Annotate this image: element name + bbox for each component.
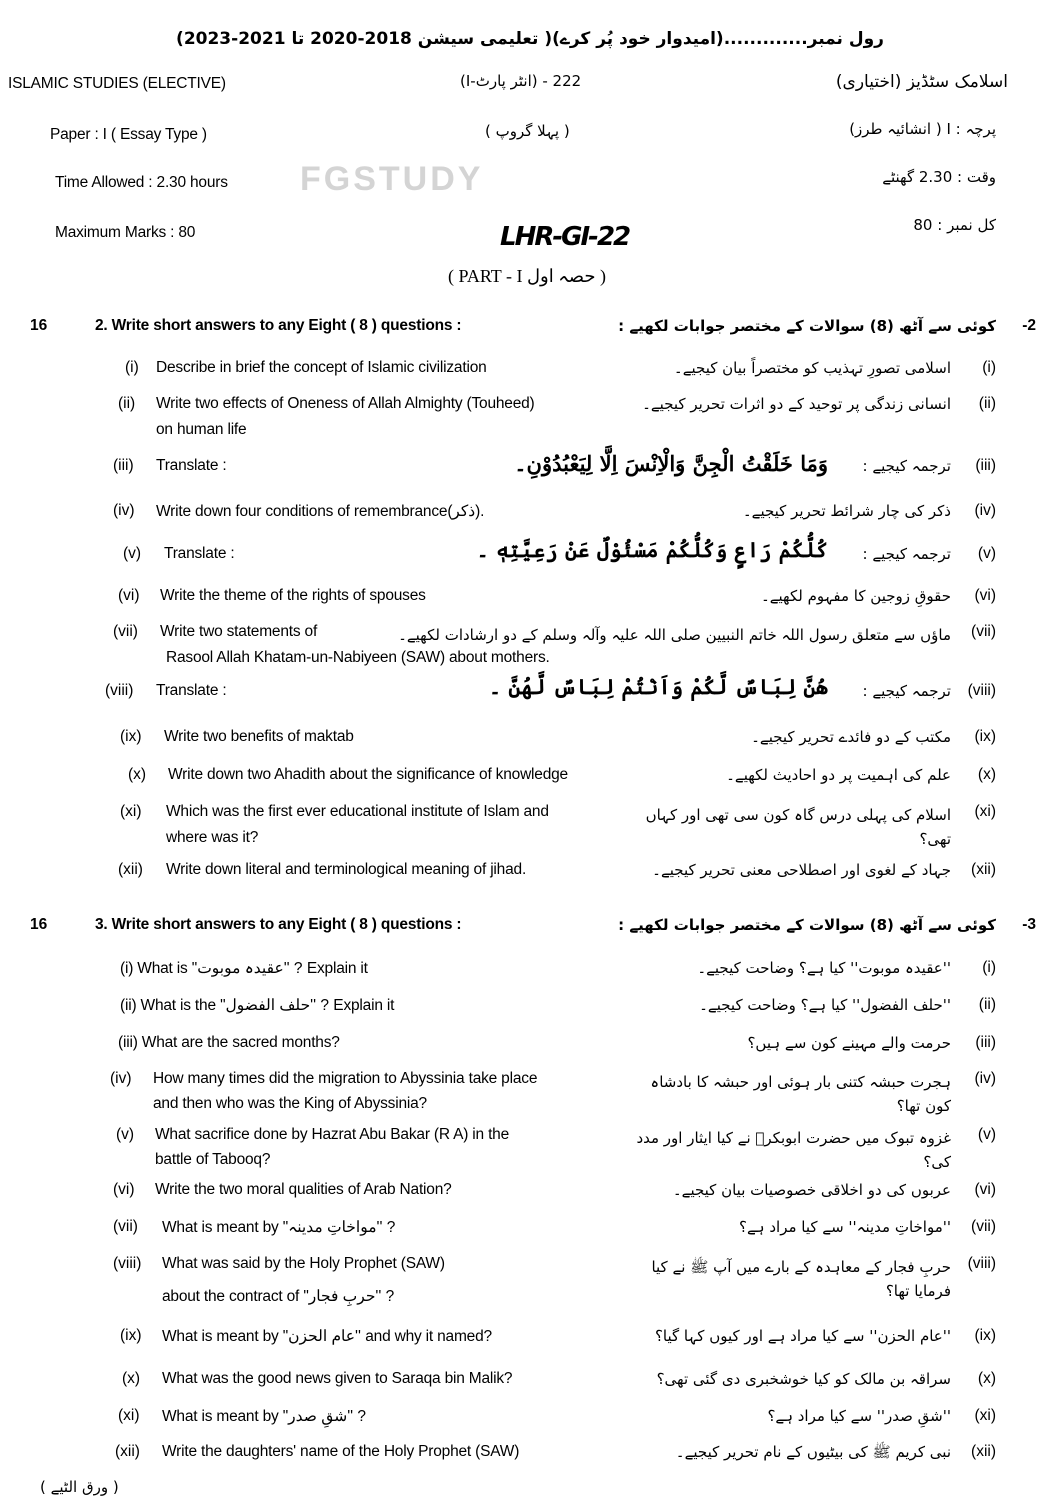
item-text-ur: انسانی زندگی پر توحید کے دو اثرات تحریر کیجیے۔ bbox=[642, 395, 951, 413]
question-title-ur: کوئی سے آٹھ (8) سوالات کے مختصر جوابات لکھیے : bbox=[618, 916, 996, 934]
q2-item-8 bbox=[0, 674, 1056, 706]
arabic-hadith: كُلُّكُمْ رَاعٍ وَكُلُّكُمْ مَسْئُوْلٌ عَنْ رَعِيَّتِهٖ ۔ bbox=[476, 537, 828, 562]
item-text-en: Write the daughters' name of the Holy Prophet (SAW) bbox=[162, 1443, 520, 1460]
watermark: FGSTUDY bbox=[300, 160, 484, 198]
q3-item-1 bbox=[0, 959, 1056, 983]
arabic-verse: وَمَا خَلَقْتُ الْجِنَّ وَالْاِنْسَ اِلَّا لِيَعْبُدُوْنِ۔ bbox=[514, 451, 828, 476]
time-allowed-ur: وقت : 2.30 گھنٹے bbox=[882, 168, 996, 186]
item-label-ur: (ix) bbox=[974, 728, 996, 745]
item-text-ur: حربِ فجار کے معاہدہ کے بارے میں آپ ﷺ نے کیا فرمایا تھا؟ bbox=[651, 1258, 951, 1300]
item-text-en: What sacrifice done by Hazrat Abu Bakar (R A) in the bbox=[155, 1126, 510, 1143]
item-label: (iv) bbox=[113, 502, 135, 519]
item-text-ur: اسلامی تصورِ تہذیب کو مختصراً بیان کیجیے۔ bbox=[673, 359, 951, 377]
item-label: (iii) bbox=[118, 1034, 138, 1051]
item-label: (ii) bbox=[118, 395, 136, 412]
item-text-en: Translate : bbox=[164, 545, 235, 562]
item-text-en: Describe in brief the concept of Islamic civilization bbox=[156, 359, 487, 376]
item-text-en: What is meant by ''شقِ صدر'' ? bbox=[162, 1408, 367, 1425]
question-3-heading bbox=[0, 916, 1056, 940]
board-stamp: LHR-GI-22 bbox=[500, 222, 630, 252]
item-text-en: What was the good news given to Saraqa bin Malik? bbox=[162, 1370, 513, 1387]
item-label-ur: (vii) bbox=[971, 1218, 996, 1235]
item-text-ur: ترجمہ کیجیے : bbox=[862, 457, 951, 475]
q2-item-9 bbox=[0, 728, 1056, 752]
question-marks: 16 bbox=[30, 916, 48, 933]
item-label: (x) bbox=[122, 1370, 141, 1387]
item-text-en: What is meant by ''عام الحزن'' and why it named? bbox=[162, 1328, 492, 1345]
item-text-ur: ''عام الحزن'' سے کیا مراد ہے اور کیوں کہا گیا؟ bbox=[654, 1327, 951, 1345]
question-title-en: 3. Write short answers to any Eight ( 8 ) questions : bbox=[95, 916, 462, 933]
item-label: (xi) bbox=[118, 1407, 140, 1424]
item-label: (vi) bbox=[113, 1181, 135, 1198]
item-label-ur: (iv) bbox=[974, 502, 996, 519]
item-label-ur: (iii) bbox=[975, 1034, 996, 1051]
item-text-en-continued: on human life bbox=[156, 421, 247, 438]
item-text-ur: حقوقِ زوجین کا مفہوم لکھیے۔ bbox=[760, 587, 951, 605]
item-label-ur: (i) bbox=[982, 959, 996, 976]
item-text-en: Write down literal and terminological meaning of jihad. bbox=[166, 861, 527, 878]
item-text-ur: ترجمہ کیجیے : bbox=[862, 682, 951, 700]
q3-item-9 bbox=[0, 1327, 1056, 1351]
item-text-en: How many times did the migration to Abyssinia take place bbox=[153, 1070, 538, 1087]
subject-title-ur: اسلامک سٹڈیز (اختیاری) bbox=[835, 72, 1008, 92]
item-text-ur: اسلام کی پہلی درس گاہ کون سی تھی اور کہاں تھی؟ bbox=[645, 806, 951, 848]
item-text-en: Write two benefits of maktab bbox=[164, 728, 354, 745]
item-text-ur: ہجرت حبشہ کتنی بار ہوئی اور حبشہ کا بادشاہ کون تھا؟ bbox=[650, 1073, 951, 1115]
item-label-ur: (i) bbox=[982, 359, 996, 376]
q3-item-10 bbox=[0, 1370, 1056, 1394]
item-text-en: Write the theme of the rights of spouses bbox=[160, 587, 426, 604]
item-label-ur: (xi) bbox=[974, 1407, 996, 1424]
item-label: (ix) bbox=[120, 1327, 142, 1344]
item-text-en: Translate : bbox=[156, 682, 227, 699]
item-label-ur: (x) bbox=[977, 1370, 996, 1387]
item-text-en: Write the two moral qualities of Arab Nation? bbox=[155, 1181, 452, 1198]
item-label: (i) bbox=[125, 359, 139, 376]
item-label: (iii) bbox=[113, 457, 134, 474]
turn-over-note: ( ورق الٹیے ) bbox=[40, 1478, 119, 1496]
q2-item-3 bbox=[0, 451, 1056, 481]
time-allowed-en: Time Allowed : 2.30 hours bbox=[55, 174, 228, 191]
item-label-ur: (vi) bbox=[974, 587, 996, 604]
item-label: (ii) bbox=[120, 997, 137, 1014]
item-label: (x) bbox=[128, 766, 147, 783]
q2-item-6 bbox=[0, 587, 1056, 611]
item-text-ur: ترجمہ کیجیے : bbox=[862, 545, 951, 563]
item-text-ur: ماؤں سے متعلق رسول اللہ خاتم النبیین صلی اللہ علیہ وآلہ وسلم کے دو ارشادات لکھیے۔ bbox=[398, 626, 951, 644]
item-text-ur: ''حلف الفضول'' کیا ہے؟ وضاحت کیجیے۔ bbox=[699, 996, 951, 1014]
item-label-ur: (ix) bbox=[974, 1327, 996, 1344]
item-label: (v) bbox=[116, 1126, 135, 1143]
item-text-ur: ذکر کی چار شرائط تحریر کیجیے۔ bbox=[742, 502, 951, 520]
question-title-ur: کوئی سے آٹھ (8) سوالات کے مختصر جوابات لکھیے : bbox=[618, 317, 996, 335]
item-text-ur: مکتب کے دو فائدے تحریر کیجیے۔ bbox=[751, 728, 951, 746]
paper-code: 222 - (انٹر پارٹ-I) bbox=[460, 72, 582, 90]
q2-item-10 bbox=[0, 766, 1056, 790]
max-marks-en: Maximum Marks : 80 bbox=[55, 224, 196, 241]
item-label-ur: (vii) bbox=[971, 623, 996, 640]
item-label-ur: (v) bbox=[977, 1126, 996, 1143]
item-text-en: Translate : bbox=[156, 457, 227, 474]
question-title-en: 2. Write short answers to any Eight ( 8 ) questions : bbox=[95, 317, 462, 334]
group-ur: ( پہلا گروپ ) bbox=[485, 122, 570, 140]
question-2-heading bbox=[0, 317, 1056, 341]
item-label-ur: (xii) bbox=[971, 1443, 996, 1460]
question-marks: 16 bbox=[30, 317, 48, 334]
item-label: (iv) bbox=[110, 1070, 132, 1087]
q3-item-6 bbox=[0, 1181, 1056, 1205]
max-marks-ur: کل نمبر : 80 bbox=[913, 216, 996, 234]
item-text-en: Write down two Ahadith about the significance of knowledge bbox=[168, 766, 568, 783]
item-label-ur: (ii) bbox=[978, 996, 996, 1013]
item-text-en: What is the ''حلف الفضول'' ? Explain it bbox=[140, 997, 395, 1014]
item-label: (xi) bbox=[120, 803, 142, 820]
item-label-ur: (x) bbox=[977, 766, 996, 783]
arabic-verse: هُنَّ لِبَاسٌ لَّكُمْ وَاَنْتُمْ لِبَاسٌ لَّهُنَّ ۔ bbox=[488, 674, 828, 699]
item-text-ur: ''شقِ صدر'' سے کیا مراد ہے؟ bbox=[767, 1407, 951, 1425]
roll-number-session-line: رول نمبر.............(امیدوار خود پُر کرے)( تعلیمی سیشن 2018-2020 تا 2021-2023) bbox=[176, 29, 884, 49]
item-label: (viii) bbox=[113, 1255, 142, 1272]
item-text-ur: نبی کریم ﷺ کی بیٹیوں کے نام تحریر کیجیے۔ bbox=[675, 1443, 951, 1461]
item-text-ur: غزوہ تبوک میں حضرت ابوبکرؓ نے کیا ایثار اور مدد کی؟ bbox=[636, 1129, 951, 1171]
q2-item-1 bbox=[0, 359, 1056, 383]
item-label-ur: (xi) bbox=[974, 803, 996, 820]
item-label: (ix) bbox=[120, 728, 142, 745]
item-label-ur: (viii) bbox=[967, 1255, 996, 1272]
item-label: (vi) bbox=[118, 587, 140, 604]
item-text-ur: علم کی اہمیت پر دو احادیث لکھیے۔ bbox=[726, 766, 951, 784]
item-text-ur: ''مواخاتِ مدینہ'' سے کیا مراد ہے؟ bbox=[739, 1218, 951, 1236]
item-text-ur: جہاد کے لغوی اور اصطلاحی معنی تحریر کیجیے۔ bbox=[652, 861, 951, 879]
part-heading: ( PART - I حصہ اول ) bbox=[448, 266, 606, 286]
item-label: (v) bbox=[123, 545, 142, 562]
item-label-ur: (iii) bbox=[975, 457, 996, 474]
q3-item-7 bbox=[0, 1218, 1056, 1242]
item-text-en-continued: and then who was the King of Abyssinia? bbox=[153, 1095, 427, 1112]
question-number-ur: -2 bbox=[1022, 317, 1036, 334]
item-label: (xii) bbox=[115, 1443, 140, 1460]
item-text-en: What is meant by ''مواخاتِ مدینہ'' ? bbox=[162, 1219, 396, 1236]
item-text-en: What was said by the Holy Prophet (SAW) bbox=[162, 1255, 445, 1272]
paper-type-en: Paper : I ( Essay Type ) bbox=[50, 126, 207, 143]
item-label: (i) bbox=[120, 960, 134, 977]
q3-item-3 bbox=[0, 1034, 1056, 1058]
item-text-en: Write down four conditions of remembrance(ذکر). bbox=[156, 503, 485, 520]
item-text-en-continued: where was it? bbox=[166, 829, 259, 846]
q3-item-12 bbox=[0, 1443, 1056, 1467]
item-text-en-continued: Rasool Allah Khatam-un-Nabiyeen (SAW) about mothers. bbox=[166, 649, 550, 666]
item-text-en: Write two statements of bbox=[160, 623, 318, 640]
item-text-ur: حرمت والے مہینے کون سے ہیں؟ bbox=[747, 1034, 951, 1052]
q2-item-12 bbox=[0, 861, 1056, 885]
subject-title-en: ISLAMIC STUDIES (ELECTIVE) bbox=[8, 75, 226, 92]
item-label: (xii) bbox=[118, 861, 143, 878]
q2-item-5 bbox=[0, 537, 1056, 569]
item-label-ur: (xii) bbox=[971, 861, 996, 878]
item-label: (vii) bbox=[113, 1218, 138, 1235]
item-text-en: Write two effects of Oneness of Allah Almighty (Touheed) bbox=[156, 395, 535, 412]
item-label: (vii) bbox=[113, 623, 138, 640]
q2-item-4 bbox=[0, 502, 1056, 526]
item-text-ur: ''عقیدہ موبوت'' کیا ہے؟ وضاحت کیجیے۔ bbox=[697, 959, 951, 977]
item-text-ur: عربوں کی دو اخلاقی خصوصیات بیان کیجیے۔ bbox=[672, 1181, 951, 1199]
item-label-ur: (v) bbox=[977, 545, 996, 562]
item-text-ur: سراقہ بن مالک کو کیا خوشخبری دی گئی تھی؟ bbox=[656, 1370, 951, 1388]
paper-type-ur: پرچہ : I ( انشائیہ طرز) bbox=[849, 120, 996, 138]
item-label-ur: (viii) bbox=[967, 682, 996, 699]
item-text-en: What are the sacred months? bbox=[141, 1034, 340, 1051]
item-text-en-continued: battle of Tabooq? bbox=[155, 1151, 271, 1168]
q3-item-2 bbox=[0, 996, 1056, 1020]
q3-item-11 bbox=[0, 1407, 1056, 1431]
item-text-en-continued: about the contract of ''حربِ فجار'' ? bbox=[162, 1288, 395, 1305]
item-label-ur: (iv) bbox=[974, 1070, 996, 1087]
question-number-ur: -3 bbox=[1022, 916, 1036, 933]
item-text-en: What is ''عقیدہ موبوت'' ? Explain it bbox=[137, 960, 368, 977]
item-label-ur: (ii) bbox=[978, 395, 996, 412]
q2-item-7 bbox=[0, 623, 1056, 647]
q2-item-2 bbox=[0, 395, 1056, 419]
item-text-en: Which was the first ever educational institute of Islam and bbox=[166, 803, 549, 820]
item-label: (viii) bbox=[105, 682, 134, 699]
item-label-ur: (vi) bbox=[974, 1181, 996, 1198]
